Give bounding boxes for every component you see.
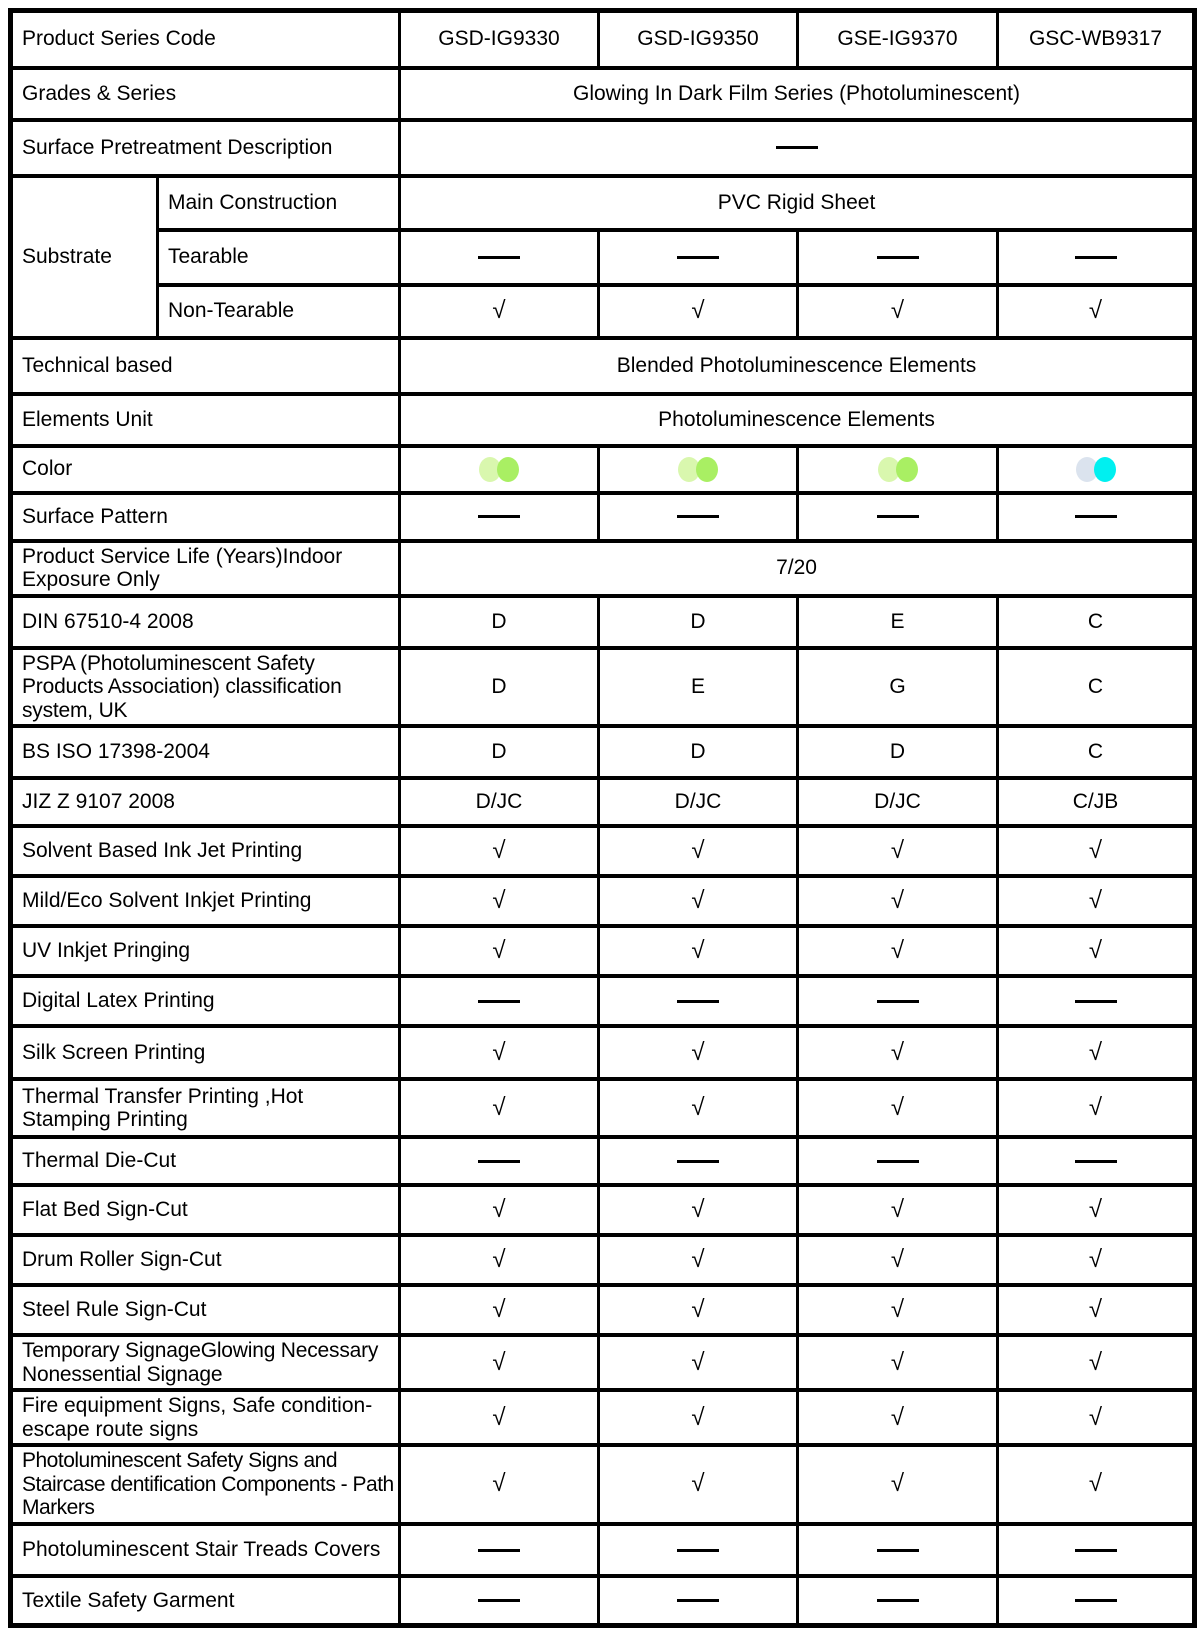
check-icon: √ xyxy=(1088,1348,1103,1376)
table-row xyxy=(11,596,1195,648)
check-icon: √ xyxy=(1088,1246,1103,1274)
data-cell xyxy=(400,876,599,926)
data-cell xyxy=(998,1576,1195,1626)
dash-icon xyxy=(677,1000,719,1003)
dash-icon xyxy=(478,1000,520,1003)
data-cell xyxy=(998,1285,1195,1335)
data-cell xyxy=(599,1185,798,1235)
table-row xyxy=(11,176,1195,230)
check-icon: √ xyxy=(691,1296,705,1324)
dash-icon xyxy=(1075,256,1117,259)
row-label: BS ISO 17398-2004 xyxy=(11,726,400,778)
data-cell xyxy=(998,1185,1195,1235)
row-label: Color xyxy=(11,446,400,493)
row-label: Drum Roller Sign-Cut xyxy=(11,1235,400,1285)
data-cell xyxy=(798,1335,998,1390)
row-label: Mild/Eco Solvent Inkjet Printing xyxy=(11,876,400,926)
dash-icon xyxy=(1075,1549,1117,1552)
substrate-group-label: Substrate xyxy=(11,176,158,338)
check-icon: √ xyxy=(890,297,905,324)
data-cell: D xyxy=(599,596,798,648)
data-cell xyxy=(798,1026,998,1079)
row-sublabel: Non-Tearable xyxy=(158,285,400,338)
row-label: Technical based xyxy=(11,338,400,394)
data-cell xyxy=(400,1285,599,1335)
data-cell xyxy=(599,1335,798,1390)
spec-table xyxy=(8,8,1197,1628)
data-cell xyxy=(400,926,599,976)
row-label: Fire equipment Signs, Safe condition-escape route signs xyxy=(11,1390,400,1445)
data-cell: D xyxy=(798,726,998,778)
data-cell xyxy=(599,285,798,338)
dash-icon xyxy=(1075,1000,1117,1003)
data-cell xyxy=(599,926,798,976)
check-icon: √ xyxy=(691,1038,705,1066)
check-icon: √ xyxy=(1088,1038,1103,1066)
product-code-cell: GSC-WB9317 xyxy=(998,11,1195,68)
data-cell xyxy=(599,976,798,1026)
row-label: Thermal Die-Cut xyxy=(11,1137,400,1185)
row-label: Product Service Life (Years)Indoor Exposure Only xyxy=(11,541,400,596)
check-icon: √ xyxy=(492,837,506,865)
data-cell xyxy=(998,926,1195,976)
data-cell xyxy=(798,1079,998,1137)
data-cell xyxy=(400,1576,599,1626)
data-cell xyxy=(798,230,998,285)
data-cell xyxy=(798,1137,998,1185)
span-cell: 7/20 xyxy=(400,541,1195,596)
data-cell: D xyxy=(400,596,599,648)
data-cell xyxy=(798,876,998,926)
span-cell xyxy=(400,120,1195,176)
table-row xyxy=(11,1335,1195,1390)
data-cell xyxy=(998,1235,1195,1285)
check-icon: √ xyxy=(1088,1403,1103,1431)
data-cell xyxy=(998,1335,1195,1390)
data-cell: C xyxy=(998,648,1195,727)
data-cell xyxy=(400,230,599,285)
check-icon: √ xyxy=(691,887,705,915)
data-cell xyxy=(599,1285,798,1335)
check-icon: √ xyxy=(890,1094,905,1122)
data-cell xyxy=(998,876,1195,926)
check-icon: √ xyxy=(492,1348,506,1376)
table-row xyxy=(11,493,1195,541)
data-cell xyxy=(998,230,1195,285)
check-icon: √ xyxy=(691,1348,705,1376)
table-row xyxy=(11,120,1195,176)
color-cell xyxy=(798,446,998,493)
table-row xyxy=(11,394,1195,446)
data-cell: E xyxy=(798,596,998,648)
check-icon: √ xyxy=(890,1348,905,1376)
data-cell xyxy=(798,826,998,876)
table-row xyxy=(11,338,1195,394)
data-cell xyxy=(998,1079,1195,1137)
data-cell xyxy=(798,1235,998,1285)
row-sublabel: Main Construction xyxy=(158,176,400,230)
data-cell xyxy=(400,1137,599,1185)
table-row xyxy=(11,726,1195,778)
data-cell xyxy=(599,1390,798,1445)
table-row xyxy=(11,778,1195,826)
row-label: Product Series Code xyxy=(11,11,400,68)
check-icon: √ xyxy=(890,837,905,865)
color-dot-icon xyxy=(1094,457,1116,482)
color-dot-icon xyxy=(896,457,918,482)
check-icon: √ xyxy=(1088,1094,1103,1122)
data-cell xyxy=(400,826,599,876)
check-icon: √ xyxy=(890,1296,905,1324)
check-icon: √ xyxy=(1088,297,1103,324)
check-icon: √ xyxy=(691,937,705,965)
check-icon: √ xyxy=(492,1038,506,1066)
data-cell xyxy=(400,285,599,338)
data-cell xyxy=(798,926,998,976)
data-cell xyxy=(798,976,998,1026)
check-icon: √ xyxy=(492,1403,506,1431)
data-cell: C xyxy=(998,596,1195,648)
check-icon: √ xyxy=(1088,1296,1103,1324)
row-label: Flat Bed Sign-Cut xyxy=(11,1185,400,1235)
data-cell xyxy=(998,1524,1195,1576)
color-cell xyxy=(599,446,798,493)
data-cell: G xyxy=(798,648,998,727)
check-icon: √ xyxy=(1088,1470,1103,1498)
table-row xyxy=(11,230,1195,285)
span-cell: PVC Rigid Sheet xyxy=(400,176,1195,230)
row-label: Elements Unit xyxy=(11,394,400,446)
row-label: DIN 67510-4 2008 xyxy=(11,596,400,648)
row-label: Solvent Based Ink Jet Printing xyxy=(11,826,400,876)
row-label: Textile Safety Garment xyxy=(11,1576,400,1626)
data-cell xyxy=(798,493,998,541)
dash-icon xyxy=(478,256,520,259)
check-icon: √ xyxy=(1088,837,1103,865)
check-icon: √ xyxy=(691,837,705,865)
check-icon: √ xyxy=(492,297,506,324)
data-cell xyxy=(400,1026,599,1079)
row-label: Surface Pattern xyxy=(11,493,400,541)
row-sublabel: Tearable xyxy=(158,230,400,285)
span-cell: Photoluminescence Elements xyxy=(400,394,1195,446)
check-icon: √ xyxy=(1088,1196,1103,1224)
check-icon: √ xyxy=(492,937,506,965)
data-cell xyxy=(599,826,798,876)
data-cell: D xyxy=(400,726,599,778)
data-cell xyxy=(599,1524,798,1576)
table-row xyxy=(11,541,1195,596)
data-cell xyxy=(798,1445,998,1524)
data-cell xyxy=(998,1445,1195,1524)
table-row xyxy=(11,1235,1195,1285)
data-cell xyxy=(599,1445,798,1524)
check-icon: √ xyxy=(1088,937,1103,965)
data-cell xyxy=(400,1185,599,1235)
data-cell xyxy=(400,1390,599,1445)
dash-icon xyxy=(677,256,719,259)
table-row xyxy=(11,1185,1195,1235)
data-cell: E xyxy=(599,648,798,727)
dash-icon xyxy=(478,1549,520,1552)
data-cell: C xyxy=(998,726,1195,778)
check-icon: √ xyxy=(890,887,905,915)
data-cell xyxy=(798,1285,998,1335)
table-row xyxy=(11,1137,1195,1185)
dash-icon xyxy=(677,515,719,518)
table-row xyxy=(11,1524,1195,1576)
data-cell: C/JB xyxy=(998,778,1195,826)
row-label: Silk Screen Printing xyxy=(11,1026,400,1079)
data-cell xyxy=(400,493,599,541)
data-cell xyxy=(798,1185,998,1235)
check-icon: √ xyxy=(492,887,506,915)
check-icon: √ xyxy=(492,1094,506,1122)
color-dot-icon xyxy=(497,457,519,482)
table-row xyxy=(11,1390,1195,1445)
data-cell xyxy=(400,1235,599,1285)
row-label: UV Inkjet Pringing xyxy=(11,926,400,976)
check-icon: √ xyxy=(890,1246,905,1274)
check-icon: √ xyxy=(890,1038,905,1066)
check-icon: √ xyxy=(492,1246,506,1274)
data-cell xyxy=(798,1576,998,1626)
row-label: Photoluminescent Safety Signs and Staircase dentification Components - Path Markers xyxy=(11,1445,400,1524)
dash-icon xyxy=(677,1160,719,1163)
row-label: PSPA (Photoluminescent Safety Products Association) classification system, UK xyxy=(11,648,400,727)
check-icon: √ xyxy=(492,1196,506,1224)
color-swatch-pair xyxy=(604,457,792,482)
check-icon: √ xyxy=(691,1246,705,1274)
data-cell xyxy=(998,826,1195,876)
color-swatch-pair xyxy=(803,457,992,482)
product-code-cell: GSD-IG9330 xyxy=(400,11,599,68)
table-row xyxy=(11,976,1195,1026)
color-dot-icon xyxy=(696,457,718,482)
dash-icon xyxy=(877,1160,919,1163)
dash-icon xyxy=(776,146,818,149)
data-cell xyxy=(599,230,798,285)
check-icon: √ xyxy=(890,1470,905,1498)
table-row xyxy=(11,68,1195,120)
row-label: Steel Rule Sign-Cut xyxy=(11,1285,400,1335)
data-cell: D xyxy=(599,726,798,778)
data-cell xyxy=(798,285,998,338)
row-label: Grades & Series xyxy=(11,68,400,120)
check-icon: √ xyxy=(890,937,905,965)
color-cell xyxy=(998,446,1195,493)
data-cell xyxy=(400,1335,599,1390)
data-cell: D/JC xyxy=(599,778,798,826)
data-cell xyxy=(998,1026,1195,1079)
table-row xyxy=(11,446,1195,493)
table-row xyxy=(11,1079,1195,1137)
table-row xyxy=(11,648,1195,727)
color-swatch-pair xyxy=(405,457,593,482)
data-cell xyxy=(400,976,599,1026)
row-label: JIZ Z 9107 2008 xyxy=(11,778,400,826)
span-cell: Glowing In Dark Film Series (Photoluminescent) xyxy=(400,68,1195,120)
table-row xyxy=(11,1445,1195,1524)
product-code-cell: GSD-IG9350 xyxy=(599,11,798,68)
table-row xyxy=(11,1576,1195,1626)
row-label: Temporary SignageGlowing Necessary Nonessential Signage xyxy=(11,1335,400,1390)
data-cell xyxy=(599,1576,798,1626)
check-icon: √ xyxy=(1088,887,1103,915)
dash-icon xyxy=(877,256,919,259)
row-label: Surface Pretreatment Description xyxy=(11,120,400,176)
data-cell: D/JC xyxy=(400,778,599,826)
check-icon: √ xyxy=(492,1470,506,1498)
table-row xyxy=(11,876,1195,926)
table-row xyxy=(11,285,1195,338)
dash-icon xyxy=(478,515,520,518)
dash-icon xyxy=(877,1000,919,1003)
row-label: Digital Latex Printing xyxy=(11,976,400,1026)
data-cell xyxy=(599,1026,798,1079)
dash-icon xyxy=(1075,1160,1117,1163)
dash-icon xyxy=(677,1549,719,1552)
data-cell xyxy=(400,1524,599,1576)
data-cell xyxy=(798,1390,998,1445)
span-cell: Blended Photoluminescence Elements xyxy=(400,338,1195,394)
data-cell xyxy=(599,493,798,541)
data-cell xyxy=(599,1079,798,1137)
data-cell xyxy=(798,1524,998,1576)
row-label: Photoluminescent Stair Treads Covers xyxy=(11,1524,400,1576)
dash-icon xyxy=(478,1160,520,1163)
data-cell: D xyxy=(400,648,599,727)
data-cell xyxy=(400,1445,599,1524)
check-icon: √ xyxy=(691,1403,705,1431)
product-code-cell: GSE-IG9370 xyxy=(798,11,998,68)
data-cell xyxy=(998,1390,1195,1445)
check-icon: √ xyxy=(492,1296,506,1324)
table-row xyxy=(11,11,1195,68)
check-icon: √ xyxy=(691,297,705,324)
check-icon: √ xyxy=(890,1196,905,1224)
dash-icon xyxy=(877,1549,919,1552)
dash-icon xyxy=(1075,515,1117,518)
data-cell xyxy=(599,876,798,926)
dash-icon xyxy=(877,515,919,518)
color-swatch-pair xyxy=(1003,457,1188,482)
data-cell xyxy=(400,1079,599,1137)
data-cell xyxy=(998,1137,1195,1185)
data-cell: D/JC xyxy=(798,778,998,826)
row-label: Thermal Transfer Printing ,Hot Stamping Printing xyxy=(11,1079,400,1137)
table-row xyxy=(11,826,1195,876)
check-icon: √ xyxy=(691,1470,705,1498)
check-icon: √ xyxy=(890,1403,905,1431)
data-cell xyxy=(998,493,1195,541)
color-cell xyxy=(400,446,599,493)
check-icon: √ xyxy=(691,1196,705,1224)
data-cell xyxy=(599,1235,798,1285)
data-cell xyxy=(599,1137,798,1185)
data-cell xyxy=(998,976,1195,1026)
table-row xyxy=(11,1026,1195,1079)
table-row xyxy=(11,1285,1195,1335)
table-row xyxy=(11,926,1195,976)
check-icon: √ xyxy=(691,1094,705,1122)
data-cell xyxy=(998,285,1195,338)
